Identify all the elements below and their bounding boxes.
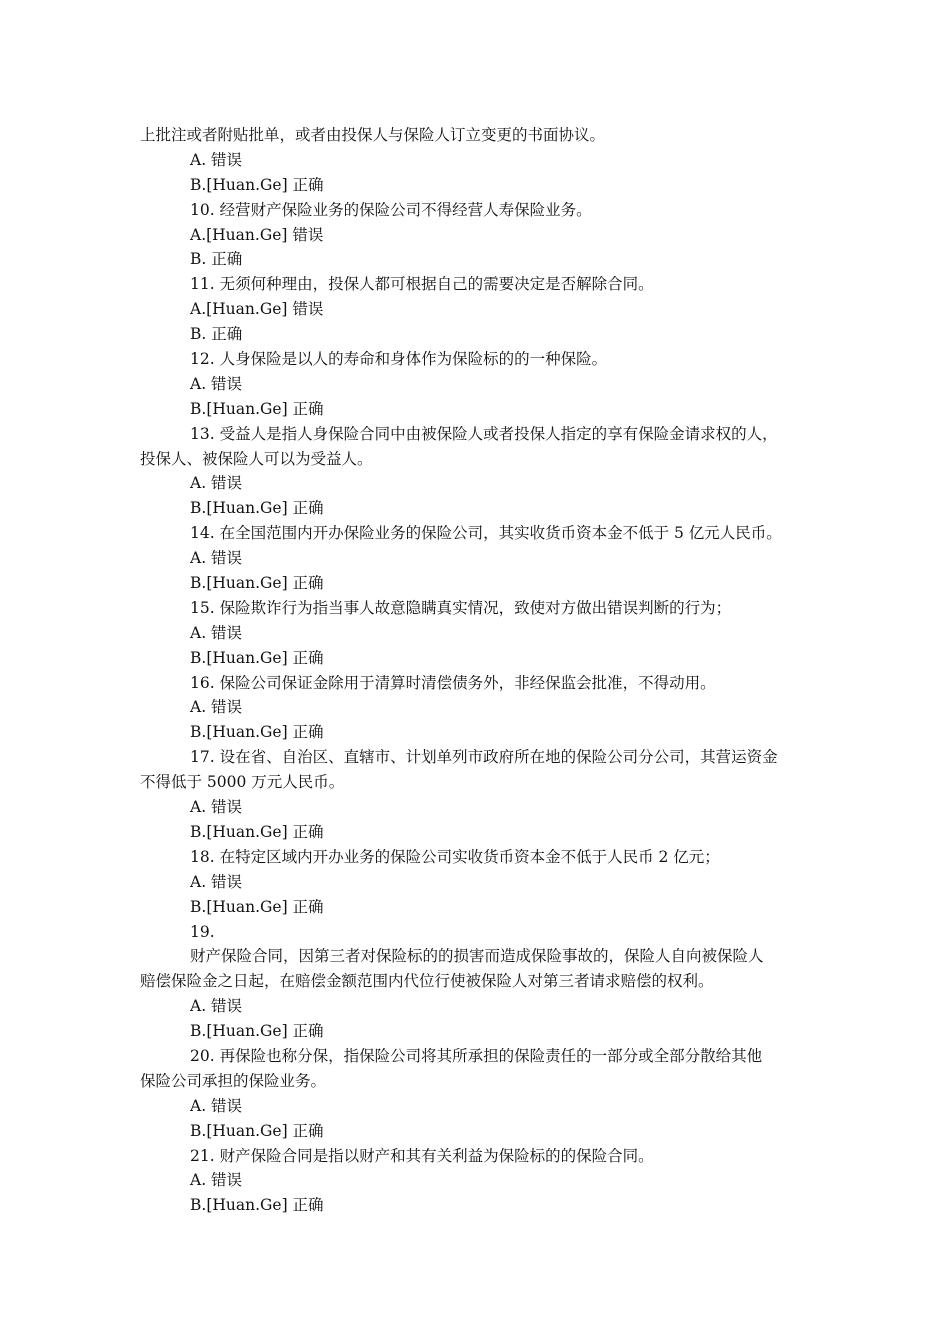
text-line: 上批注或者附贴批单，或者由投保人与保险人订立变更的书面协议。: [140, 126, 606, 144]
text-line: 21. 财产保险合同是指以财产和其有关利益为保险标的的保险合同。: [190, 1146, 654, 1165]
text-line: A.[Huan.Ge] 错误: [190, 225, 324, 244]
text-line: B.[Huan.Ge] 正确: [190, 897, 324, 916]
text-line: 赔偿保险金之日起，在赔偿金额范围内代位行使被保险人对第三者请求赔偿的权利。: [140, 972, 714, 991]
text-line: 保险公司承担的保险业务。: [140, 1071, 327, 1090]
text-line: 13. 受益人是指人身保险合同中由被保险人或者投保人指定的享有保险金请求权的人，: [190, 424, 778, 443]
text-line: A. 错误: [190, 872, 243, 891]
text-line: B.[Huan.Ge] 正确: [190, 648, 324, 667]
text-line: A. 错误: [190, 374, 243, 393]
text-line: A. 错误: [190, 1096, 243, 1115]
text-line: B.[Huan.Ge] 正确: [190, 175, 324, 194]
text-line: 16. 保险公司保证金除用于清算时清偿债务外，非经保监会批准，不得动用。: [190, 673, 716, 692]
text-line: 20. 再保险也称分保，指保险公司将其所承担的保险责任的一部分或全部分散给其他: [190, 1046, 763, 1065]
text-line: 19.: [190, 922, 215, 941]
text-line: B.[Huan.Ge] 正确: [190, 499, 324, 518]
text-line: 11. 无须何种理由，投保人都可根据自己的需要决定是否解除合同。: [190, 275, 654, 294]
text-line: B.[Huan.Ge] 正确: [190, 574, 324, 593]
text-line: B.[Huan.Ge] 正确: [190, 723, 324, 742]
document-body: [140, 123, 830, 1218]
text-line: A.[Huan.Ge] 错误: [190, 300, 324, 319]
text-line: A. 错误: [190, 474, 243, 493]
text-line: B.[Huan.Ge] 正确: [190, 1121, 324, 1140]
text-line: B.[Huan.Ge] 正确: [190, 822, 324, 841]
text-line: 18. 在特定区域内开办业务的保险公司实收货币资本金不低于人民币 2 亿元；: [190, 847, 720, 866]
text-line: A. 错误: [190, 997, 243, 1016]
text-line: A. 错误: [190, 698, 243, 717]
text-line: B.[Huan.Ge] 正确: [190, 1022, 324, 1041]
text-line: 10. 经营财产保险业务的保险公司不得经营人寿保险业务。: [190, 200, 592, 219]
text-line: A. 错误: [190, 798, 243, 817]
text-line: B.[Huan.Ge] 正确: [190, 1196, 324, 1215]
text-line: A. 错误: [190, 549, 243, 568]
text-line: 12. 人身保险是以人的寿命和身体作为保险标的的一种保险。: [190, 350, 608, 369]
text-line: A. 错误: [190, 150, 243, 169]
text-line: A. 错误: [190, 623, 243, 642]
text-line: 财产保险合同，因第三者对保险标的的损害而造成保险事故的，保险人自向被保险人: [190, 947, 764, 966]
text-line: B. 正确: [190, 325, 243, 344]
text-line: B. 正确: [190, 250, 243, 269]
text-line: B.[Huan.Ge] 正确: [190, 399, 324, 418]
text-line: 投保人、被保险人可以为受益人。: [140, 449, 373, 468]
text-line: 17. 设在省、自治区、直辖市、计划单列市政府所在地的保险公司分公司，其营运资金: [190, 748, 778, 767]
text-line: A. 错误: [190, 1171, 243, 1190]
text-line: 14. 在全国范围内开办保险业务的保险公司，其实收货币资本金不低于 5 亿元人民币。: [190, 524, 782, 543]
text-line: 15. 保险欺诈行为指当事人故意隐瞒真实情况，致使对方做出错误判断的行为；: [190, 598, 732, 617]
text-line: 不得低于 5000 万元人民币。: [140, 773, 345, 792]
